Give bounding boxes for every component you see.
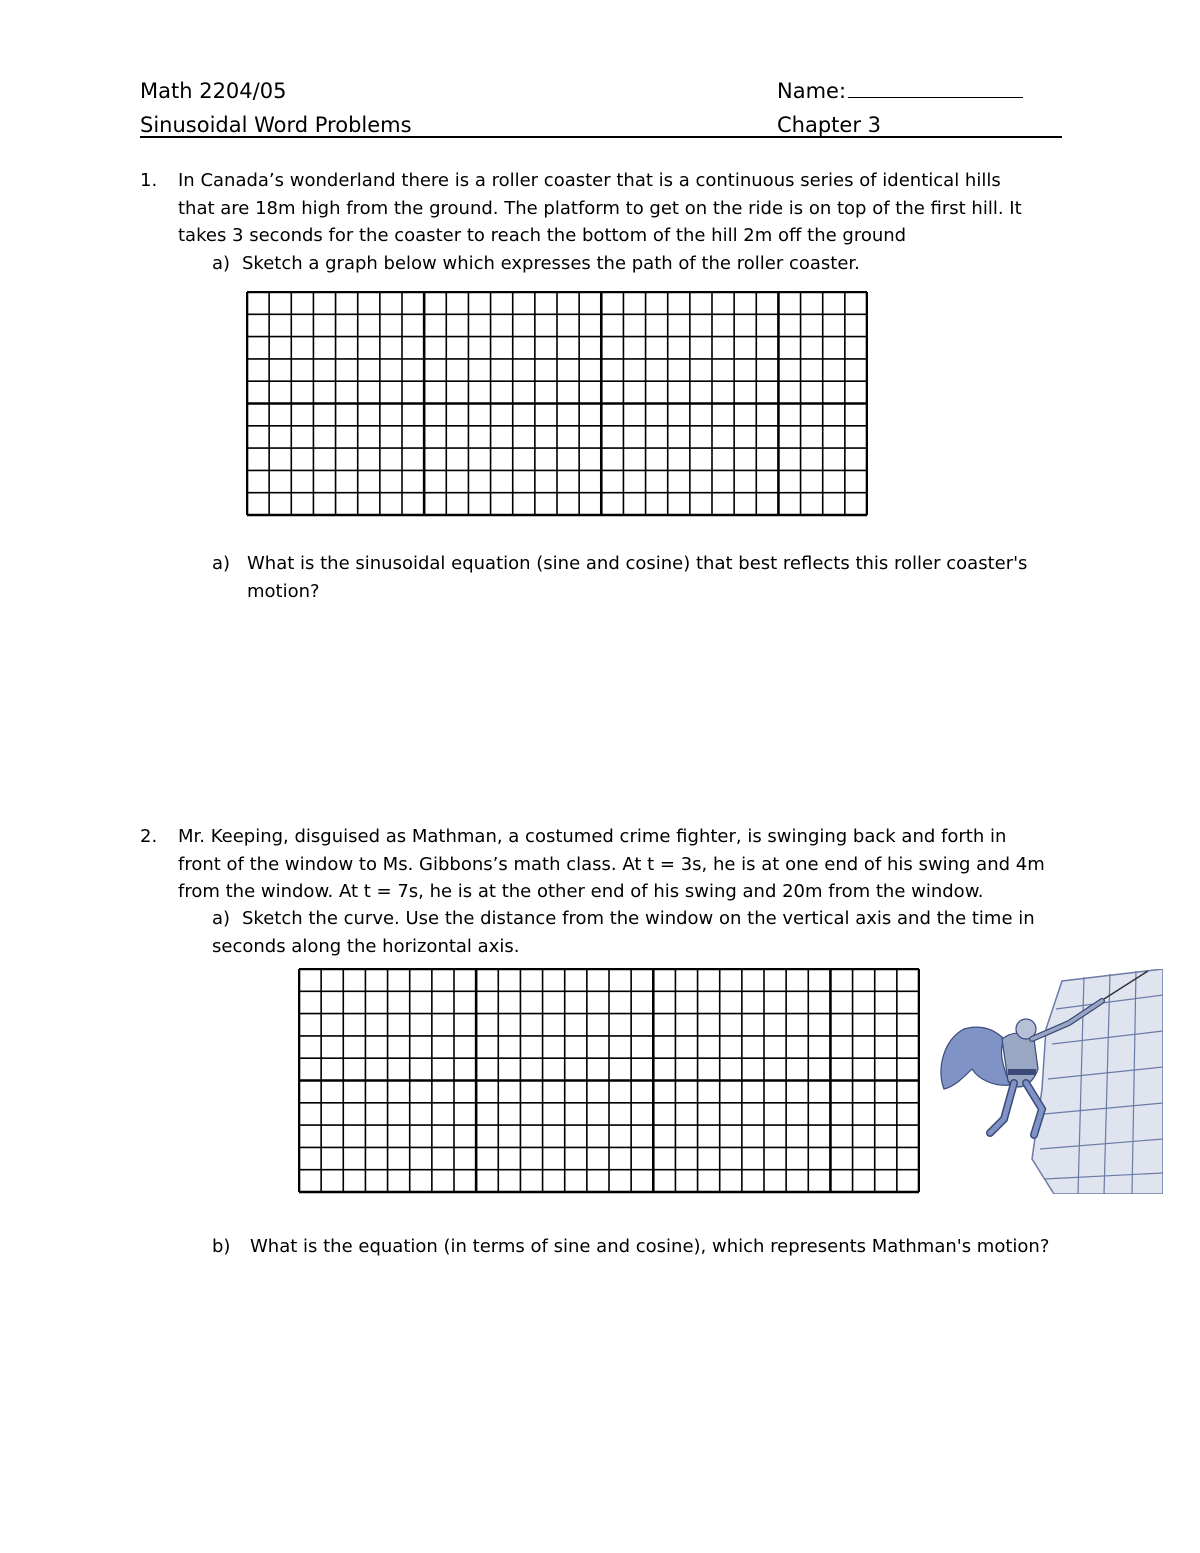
question-2 [140, 823, 1070, 906]
course-code: Math 2204/05 [140, 79, 287, 103]
part-line: What is the sinusoidal equation (sine and cosine) that best reflects this roller coaster's [247, 553, 1028, 574]
question-line: from the window. At t = 7s, he is at the other end of his swing and 20m from the window. [178, 881, 984, 902]
question-number: 1. [140, 170, 158, 191]
grid-svg-q2 [298, 968, 920, 1195]
question-line: Mr. Keeping, disguised as Mathman, a costumed crime fighter, is swinging back and forth in [178, 826, 1007, 847]
question-line: that are 18m high from the ground. The platform to get on the ride is on top of the first hill. It [178, 197, 1022, 219]
part-line: What is the equation (in terms of sine and cosine), which represents Mathman's motion? [250, 1236, 1050, 1257]
question-text [178, 823, 1070, 906]
question-number: 2. [140, 826, 158, 847]
part-label: b) [212, 1236, 231, 1257]
part-line: Sketch the curve. Use the distance from the window on the vertical axis and the time in [242, 908, 1035, 929]
name-label: Name: [777, 79, 847, 103]
part-label: a) [212, 908, 231, 929]
part-line: motion? [247, 580, 320, 602]
question-2-part-b [212, 1233, 1092, 1261]
chapter-label: Chapter 3 [777, 113, 881, 137]
part-label: a) [212, 253, 231, 274]
name-blank-line[interactable] [848, 77, 1023, 98]
question-text [178, 167, 1070, 250]
header-divider [140, 136, 1062, 138]
part-text [247, 550, 1072, 605]
part-line: seconds along the horizontal axis. [212, 935, 520, 957]
question-1-part-b [212, 550, 1072, 605]
grid-svg-q1 [246, 291, 868, 518]
question-1 [140, 167, 1070, 250]
question-1-part-a [212, 250, 1072, 278]
question-line: In Canada’s wonderland there is a roller coaster that is a continuous series of identical hills [178, 170, 1001, 191]
graph-grid-q1[interactable] [246, 291, 868, 518]
name-field[interactable] [777, 74, 1062, 108]
graph-grid-q2[interactable] [298, 968, 920, 1195]
part-label: a) [212, 553, 231, 574]
part-text [212, 905, 1072, 960]
header-left [140, 74, 412, 142]
header-right [777, 74, 1062, 142]
question-line: takes 3 seconds for the coaster to reach the bottom of the hill 2m off the ground [178, 225, 907, 246]
part-line: Sketch a graph below which expresses the path of the roller coaster. [242, 253, 860, 274]
mathman-illustration [934, 969, 1163, 1194]
question-line: front of the window to Ms. Gibbons’s math class. At t = 3s, he is at one end of his swing and 4m [178, 853, 1045, 875]
question-2-part-a [212, 905, 1072, 960]
mathman-superhero-icon [934, 969, 1163, 1194]
worksheet-title: Sinusoidal Word Problems [140, 113, 412, 137]
